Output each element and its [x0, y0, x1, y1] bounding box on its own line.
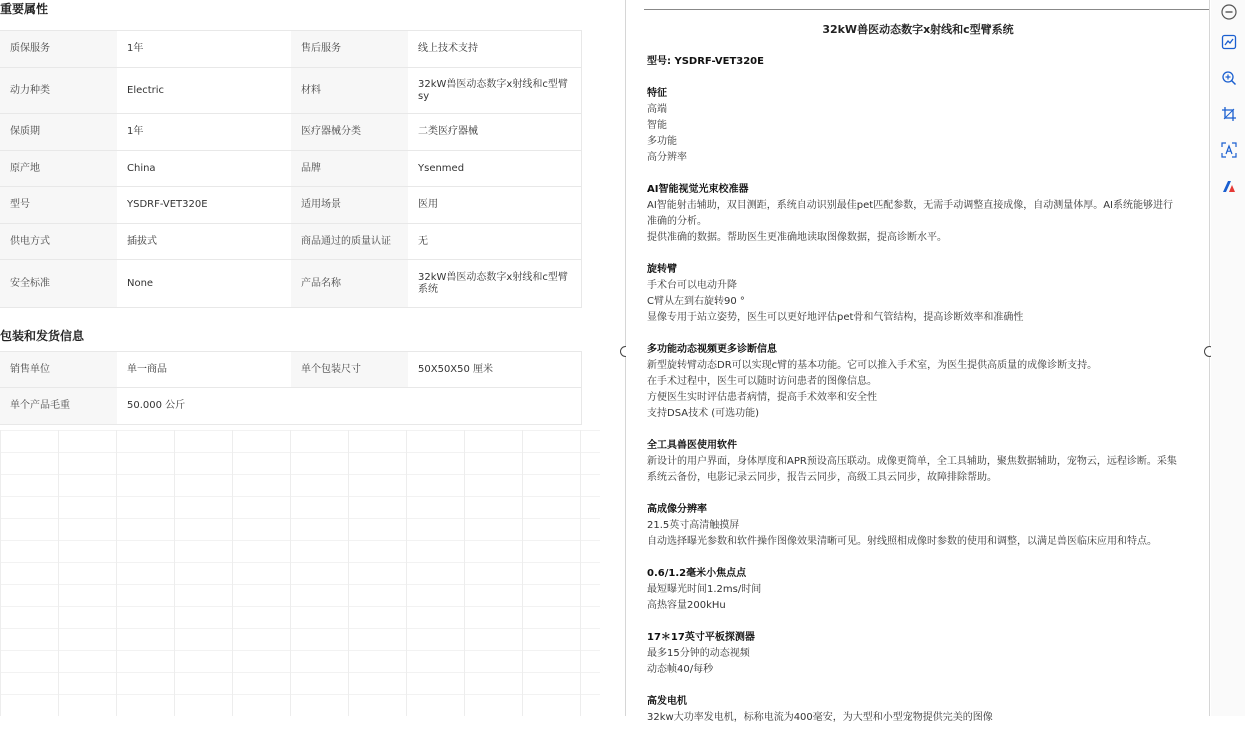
section-heading: 高发电机 [647, 696, 687, 707]
section-line: 高端 [647, 104, 667, 115]
attribute-key: 品牌 [291, 151, 408, 187]
attribute-value: 32kW兽医动态数字x射线和c型臂系统 [408, 260, 581, 308]
section-line: 智能 [647, 120, 667, 131]
attribute-value: 插拔式 [117, 224, 291, 260]
top-rule [644, 9, 1210, 10]
table-row [0, 31, 581, 68]
attribute-value: China [117, 151, 291, 187]
attribute-value: 无 [408, 224, 581, 260]
section-line: 新型旋转臂动态DR可以实现c臂的基本功能。它可以推入手术室，为医生提供高质量的成像诊断支持。 [647, 360, 1098, 371]
section-line: 手术台可以电动升降 [647, 280, 737, 291]
section-line: 新设计的用户界面，身体厚度和APR预设高压联动。成像更简单，全工具辅助，聚焦数据辅助，宠物云，远程诊断。采集 [647, 456, 1177, 467]
section-heading: 特征 [647, 88, 667, 99]
attribute-key: 保质期 [0, 114, 117, 151]
attribute-value: 50X50X50 厘米 [408, 352, 581, 388]
table-row [0, 260, 581, 308]
section-line: 显像专用于站立姿势，医生可以更好地评估pet骨和气管结构，提高诊断效率和准确性 [647, 312, 1024, 323]
section-line: 在手术过程中，医生可以随时访问患者的图像信息。 [647, 376, 877, 387]
attribute-key: 商品通过的质量认证 [291, 224, 408, 260]
description-title: 32kW兽医动态数字x射线和c型臂系统 [822, 23, 1014, 36]
attribute-value: 二类医疗器械 [408, 114, 581, 151]
section-line: 最短曝光时间1.2ms/时间 [647, 584, 762, 595]
text-recognition-icon[interactable] [1220, 141, 1238, 159]
section-line: AI智能射击辅助，双目测距，系统自动识别最佳pet匹配参数，无需手动调整直接成像，自动测量体厚。AI系统能够进行 [647, 200, 1174, 211]
attribute-key [291, 388, 408, 425]
attribute-key: 供电方式 [0, 224, 117, 260]
attribute-key: 产品名称 [291, 260, 408, 308]
section-line: 动态帧40/每秒 [647, 664, 714, 675]
section-line: 32kw大功率发电机，标称电流为400毫安，为大型和小型宠物提供完美的图像 [647, 712, 993, 723]
attribute-key: 型号 [0, 187, 117, 224]
attribute-key: 原产地 [0, 151, 117, 187]
attribute-key: 单个产品毛重 [0, 388, 117, 425]
section-line: 支持DSA技术 (可选功能) [647, 408, 760, 419]
packaging-table [0, 351, 582, 425]
attribute-value: 1年 [117, 114, 291, 151]
attribute-value: 线上技术支持 [408, 31, 581, 68]
attribute-value: 50.000 公斤 [117, 388, 291, 425]
section-line: 系统云备份，电影记录云同步，报告云同步，高级工具云同步，故障排除帮助。 [647, 472, 997, 483]
attribute-key: 质保服务 [0, 31, 117, 68]
section-line: 准确的分析。 [647, 216, 707, 227]
section-heading: 0.6/1.2毫米小焦点点 [647, 568, 747, 579]
attribute-value: Ysenmed [408, 151, 581, 187]
attribute-key: 医疗器械分类 [291, 114, 408, 151]
table-row [0, 388, 581, 425]
section-line: 高热容量200kHu [647, 600, 726, 611]
section-line: 21.5英寸高清触摸屏 [647, 520, 740, 531]
packaging-section-title: 包装和发货信息 [0, 329, 85, 343]
attribute-value: 单一商品 [117, 352, 291, 388]
section-heading: 高成像分辨率 [647, 504, 707, 515]
zoom-in-icon[interactable] [1220, 69, 1238, 87]
section-line: 高分辨率 [647, 152, 687, 163]
attribute-value: YSDRF-VET320E [117, 187, 291, 224]
section-line: 方便医生实时评估患者病情，提高手术效率和安全性 [647, 392, 877, 403]
empty-grid-area [0, 430, 600, 716]
table-row [0, 68, 581, 114]
section-heading: 旋转臂 [647, 264, 677, 275]
attributes-table [0, 30, 582, 308]
section-line: 最多15分钟的动态视频 [647, 648, 750, 659]
right-divider [1209, 0, 1210, 716]
attributes-section-title: 重要属性 [0, 2, 49, 16]
attribute-key: 安全标准 [0, 260, 117, 308]
section-heading: 17＊17英寸平板探测器 [647, 632, 755, 643]
table-row [0, 114, 581, 151]
attribute-key: 适用场景 [291, 187, 408, 224]
attribute-value: None [117, 260, 291, 308]
model-line: 型号: YSDRF-VET320E [647, 56, 764, 67]
section-line: 提供准确的数据。帮助医生更准确地读取图像数据，提高诊断水平。 [647, 232, 947, 243]
attribute-key: 单个包装尺寸 [291, 352, 408, 388]
product-attributes-pane [0, 0, 625, 716]
crop-icon[interactable] [1220, 105, 1238, 123]
table-row [0, 187, 581, 224]
section-heading: AI智能视觉光束校准器 [647, 184, 749, 195]
section-line: 多功能 [647, 136, 677, 147]
attribute-value [408, 388, 581, 425]
attribute-key: 售后服务 [291, 31, 408, 68]
attribute-value: Electric [117, 68, 291, 114]
attribute-value: 1年 [117, 31, 291, 68]
table-row [0, 151, 581, 187]
section-heading: 多功能动态视频更多诊断信息 [647, 344, 777, 355]
section-line: C臂从左到右旋转90 ° [647, 296, 745, 307]
attribute-key: 动力种类 [0, 68, 117, 114]
attribute-value: 医用 [408, 187, 581, 224]
minus-icon[interactable] [1220, 3, 1238, 21]
product-description-pane [626, 0, 1210, 723]
description-body [647, 54, 1247, 742]
attribute-key: 材料 [291, 68, 408, 114]
section-heading: 全工具兽医使用软件 [647, 440, 737, 451]
side-toolbar [1211, 0, 1245, 716]
section-line: 自动选择曝光参数和软件操作图像效果清晰可见。射线照相成像时参数的使用和调整，以满足兽医临床应用和特点。 [647, 536, 1157, 547]
attribute-value: 32kW兽医动态数字x射线和c型臂sy [408, 68, 581, 114]
brand-logo-icon[interactable] [1220, 177, 1238, 195]
table-row [0, 224, 581, 260]
attribute-key: 销售单位 [0, 352, 117, 388]
chart-icon[interactable] [1220, 33, 1238, 51]
table-row [0, 352, 581, 388]
